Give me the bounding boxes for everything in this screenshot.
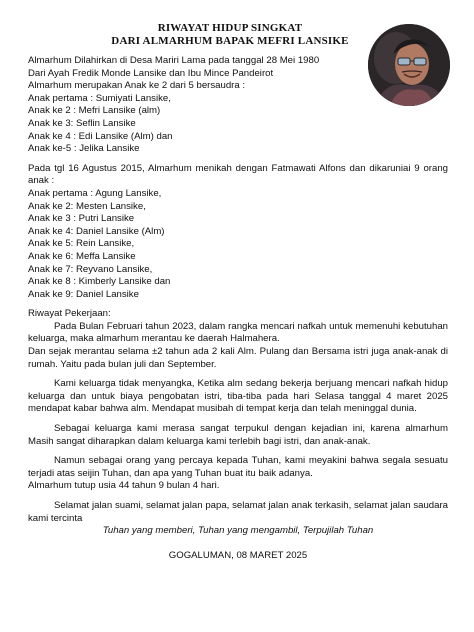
child-line: Anak ke 4: Daniel Lansike (Alm) <box>28 225 165 237</box>
child-line: Anak ke 5: Rein Lansike, <box>28 238 135 250</box>
title-line-1: RIWAYAT HIDUP SINGKAT <box>157 22 303 34</box>
work-paragraph-2: Dan sejak merantau selama ±2 tahun ada 2 kali Alm. Pulang dan Bersama istri juga anak-anak di rumah. Yaitu pada bulan juli dan September. <box>28 346 448 370</box>
intro-section <box>28 55 448 562</box>
sibling-line: Anak ke-5 : Jelika Lansike <box>28 143 140 155</box>
child-line: Anak ke 2: Mesten Lansike, <box>28 200 146 212</box>
place-date: GOGALUMAN, 08 MARET 2025 <box>168 549 308 561</box>
intro-line: Almarhum merupakan Anak ke 2 dari 5 bersaudra : <box>28 80 246 92</box>
title-line-2: DARI ALMARHUM BAPAK MEFRI LANSIKE <box>111 35 349 47</box>
document-title <box>90 22 370 48</box>
intro-line: Dari Ayah Fredik Monde Lansike dan Ibu Mince Pandeirot <box>28 67 274 79</box>
sibling-line: Anak ke 2 : Mefri Lansike (alm) <box>28 105 161 117</box>
intro-line: Almarhum Dilahirkan di Desa Mariri Lama pada tanggal 28 Mei 1980 <box>28 55 320 66</box>
sibling-line: Anak ke 3: Seflin Lansike <box>28 117 136 129</box>
faith-paragraph: Namun sebagai orang yang percaya kepada Tuhan, kami meyakini bahwa segala sesuatu terjadi atas seijin Tuhan, dan apa yang Tuhan buat itu baik adanya. <box>28 455 448 479</box>
work-paragraph-1: Pada Bulan Februari tahun 2023, dalam rangka mencari nafkah untuk memenuhi kebutuhan keluarga, maka almarhum merantau ke daerah Halmahera. <box>28 320 448 345</box>
child-line: Anak pertama : Agung Lansike, <box>28 187 162 199</box>
closing-verse: Tuhan yang memberi, Tuhan yang mengambil, Terpujilah Tuhan <box>102 525 374 537</box>
work-heading: Riwayat Pekerjaan: <box>28 308 111 320</box>
child-line: Anak ke 8 : Kimberly Lansike dan <box>28 276 171 288</box>
age-line: Almarhum tutup usia 44 tahun 9 bulan 4 hari. <box>28 480 220 492</box>
grief-paragraph: Sebagai keluarga kami merasa sangat terpukul dengan kejadian ini, karena almarhum Masih sangat diharapkan dalam keluarga kami terlebih bagi istri, dan anak-anak. <box>28 423 448 447</box>
child-line: Anak ke 3 : Putri Lansike <box>28 213 135 225</box>
child-line: Anak ke 7: Reyvano Lansike, <box>28 263 153 275</box>
farewell-paragraph: Selamat jalan suami, selamat jalan papa, selamat jalan anak terkasih, selamat jalan saudara kami tercinta <box>28 500 448 524</box>
marriage-paragraph: Pada tgl 16 Agustus 2015, Almarhum menikah dengan Fatmawati Alfons dan dikaruniai 9 orang anak : <box>28 162 448 187</box>
news-paragraph: Kami keluarga tidak menyangka, Ketika alm sedang bekerja berjuang mencari nafkah hidup keluarga dan untuk biaya pengobatan istri, tiba-tiba pada hari Selasa tanggal 4 maret 2025 mendapat kabar bahwa alm. Mendapat musibah di tempat kerja dan telah meninggal dunia. <box>28 378 448 415</box>
sibling-line: Anak ke 4 : Edi Lansike (Alm) dan <box>28 130 173 142</box>
sibling-line: Anak pertama : Sumiyati Lansike, <box>28 92 171 104</box>
child-line: Anak ke 9: Daniel Lansike <box>28 288 139 300</box>
child-line: Anak ke 6: Meffa Lansike <box>28 250 136 262</box>
